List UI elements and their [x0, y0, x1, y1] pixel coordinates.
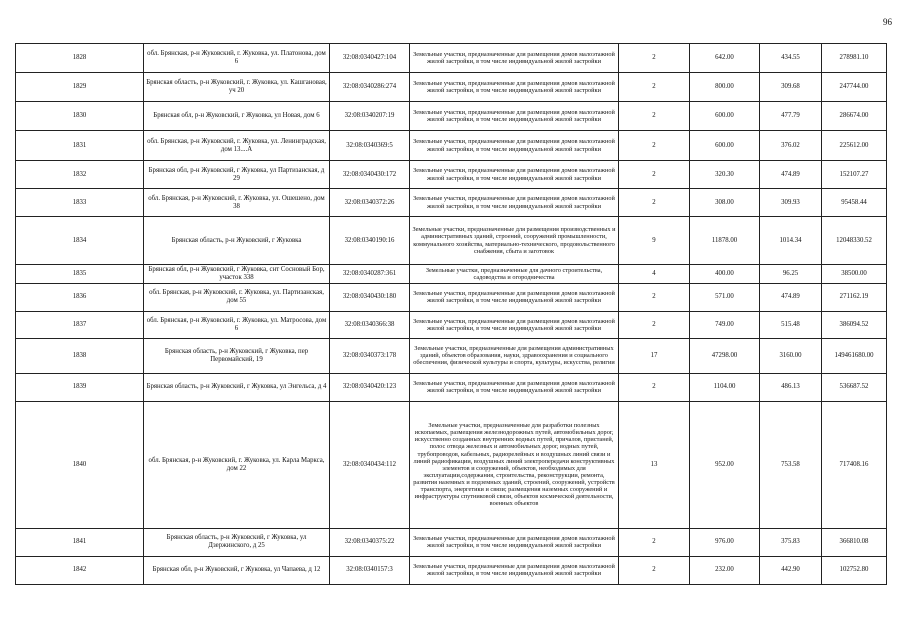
group-code-cell: 4: [619, 265, 690, 284]
land-use-cell: Земельные участки, предназначенные для размещения домов малоэтажной жилой застройки, в том числе индивидуальной жилой застройки: [410, 131, 619, 161]
address-cell: Брянская обл, р-н Жуковский, г Жуковка, ул Партизанская, д 29: [144, 161, 330, 189]
land-use-cell: Земельные участки, предназначенные для размещения производственных и административных зданий, строений, сооружений промышленности, коммунального хозяйства, материально-технического, продовольственного снабжения, сбыта и заготовок: [410, 217, 619, 265]
land-use-cell: Земельные участки, предназначенные для размещения домов малоэтажной жилой застройки, в том числе индивидуальной жилой застройки: [410, 311, 619, 338]
cadastral-value-cell: 149461680.00: [822, 338, 887, 373]
table-row: [16, 102, 887, 131]
group-code-cell: 2: [619, 189, 690, 217]
cadastral-value-cell: 536687.52: [822, 373, 887, 401]
specific-value-cell: 442.90: [760, 556, 822, 584]
cadastral-number-cell: 32:08:0340427:104: [330, 44, 410, 73]
specific-value-cell: 3160.00: [760, 338, 822, 373]
area-cell: 642.00: [690, 44, 760, 73]
specific-value-cell: 515.48: [760, 311, 822, 338]
row-number-cell: 1838: [16, 338, 144, 373]
cadastral-register-table: [15, 43, 887, 585]
cadastral-number-cell: 32:08:0340430:172: [330, 161, 410, 189]
table-row: [16, 265, 887, 284]
group-code-cell: 2: [619, 131, 690, 161]
row-number-cell: 1830: [16, 102, 144, 131]
row-number-cell: 1834: [16, 217, 144, 265]
cadastral-value-cell: 278981.10: [822, 44, 887, 73]
specific-value-cell: 309.68: [760, 73, 822, 102]
cadastral-value-cell: 286674.00: [822, 102, 887, 131]
cadastral-number-cell: 32:08:0340207:19: [330, 102, 410, 131]
row-number-cell: 1839: [16, 373, 144, 401]
land-use-cell: Земельные участки, предназначенные для размещения домов малоэтажной жилой застройки, в том числе индивидуальной жилой застройки: [410, 102, 619, 131]
cadastral-number-cell: 32:08:0340369:5: [330, 131, 410, 161]
address-cell: Брянская обл, р-н Жуковский, г Жуковка, ул Новая, дом 6: [144, 102, 330, 131]
area-cell: 976.00: [690, 528, 760, 556]
cadastral-number-cell: 32:08:0340375:22: [330, 528, 410, 556]
group-code-cell: 2: [619, 311, 690, 338]
specific-value-cell: 375.83: [760, 528, 822, 556]
cadastral-value-cell: 225612.00: [822, 131, 887, 161]
row-number-cell: 1835: [16, 265, 144, 284]
address-cell: Брянская область, р-н Жуковский, г Жуковка: [144, 217, 330, 265]
land-use-cell: Земельные участки, предназначенные для размещения домов малоэтажной жилой застройки, в том числе индивидуальной жилой застройки: [410, 189, 619, 217]
address-cell: обл. Брянская, р-н Жуковский, г. Жуковка, ул. Ошешено, дом 38: [144, 189, 330, 217]
table-row: [16, 189, 887, 217]
group-code-cell: 2: [619, 161, 690, 189]
table-row: [16, 311, 887, 338]
group-code-cell: 9: [619, 217, 690, 265]
table-row: [16, 283, 887, 311]
table-row: [16, 73, 887, 102]
area-cell: 571.00: [690, 283, 760, 311]
group-code-cell: 2: [619, 283, 690, 311]
specific-value-cell: 434.55: [760, 44, 822, 73]
table-row: [16, 161, 887, 189]
row-number-cell: 1829: [16, 73, 144, 102]
group-code-cell: 2: [619, 556, 690, 584]
specific-value-cell: 753.58: [760, 401, 822, 528]
table-body: [16, 44, 887, 585]
area-cell: 749.00: [690, 311, 760, 338]
area-cell: 600.00: [690, 131, 760, 161]
group-code-cell: 17: [619, 338, 690, 373]
group-code-cell: 2: [619, 102, 690, 131]
cadastral-number-cell: 32:08:0340190:16: [330, 217, 410, 265]
area-cell: 952.00: [690, 401, 760, 528]
address-cell: Брянская обл, р-н Жуковский, г Жуковка, снт Сосновый Бор, участок 338: [144, 265, 330, 284]
row-number-cell: 1832: [16, 161, 144, 189]
table-row: [16, 528, 887, 556]
row-number-cell: 1833: [16, 189, 144, 217]
cadastral-number-cell: 32:08:0340420:123: [330, 373, 410, 401]
area-cell: 11878.00: [690, 217, 760, 265]
cadastral-number-cell: 32:08:0340366:38: [330, 311, 410, 338]
row-number-cell: 1831: [16, 131, 144, 161]
table-row: [16, 401, 887, 528]
cadastral-value-cell: 95458.44: [822, 189, 887, 217]
cadastral-value-cell: 386094.52: [822, 311, 887, 338]
cadastral-value-cell: 38500.00: [822, 265, 887, 284]
cadastral-number-cell: 32:08:0340286:274: [330, 73, 410, 102]
address-cell: Брянская область, р-н Жуковский, г Жуковка, ул Дзержинского, д 25: [144, 528, 330, 556]
cadastral-value-cell: 102752.80: [822, 556, 887, 584]
row-number-cell: 1836: [16, 283, 144, 311]
address-cell: обл. Брянская, р-н Жуковский, г. Жуковка, ул. Матросова, дом 6: [144, 311, 330, 338]
land-use-cell: Земельные участки, предназначенные для разработки полезных ископаемых, размещения железнодорожных путей, автомобильных дорог, искусственно созданных внутренних водных путей, причалов, пристаней, полос отвода железных и автомобильных дорог, водных путей, трубопроводов, кабельных, радиорелейных и воздушных линий связи и линий радиофикации, воздушных линий электропередачи конструктивных элементов и сооружений, объектов, необходимых для эксплуатации,содержания, строительства, реконструкции, ремонта, развития наземных и подземных зданий, строений, сооружений, устройств транспорта, энергетики и связи; размещения наземных сооружений и инфраструктуры спутниковой связи, объектов космической деятельности, военных объектов: [410, 401, 619, 528]
cadastral-value-cell: 271162.19: [822, 283, 887, 311]
land-use-cell: Земельные участки, предназначенные для размещения домов малоэтажной жилой застройки, в том числе индивидуальной жилой застройки: [410, 373, 619, 401]
row-number-cell: 1837: [16, 311, 144, 338]
cadastral-value-cell: 152107.27: [822, 161, 887, 189]
table-row: [16, 217, 887, 265]
land-use-cell: Земельные участки, предназначенные для размещения домов малоэтажной жилой застройки, в том числе индивидуальной жилой застройки: [410, 528, 619, 556]
cadastral-number-cell: 32:08:0340372:26: [330, 189, 410, 217]
address-cell: обл. Брянская, р-н Жуковский, г. Жуковка, ул. Партизанская, дом 55: [144, 283, 330, 311]
row-number-cell: 1842: [16, 556, 144, 584]
land-use-cell: Земельные участки, предназначенные для размещения домов малоэтажной жилой застройки, в том числе индивидуальной жилой застройки: [410, 161, 619, 189]
specific-value-cell: 309.93: [760, 189, 822, 217]
area-cell: 1104.00: [690, 373, 760, 401]
table-row: [16, 373, 887, 401]
cadastral-number-cell: 32:08:0340434:112: [330, 401, 410, 528]
row-number-cell: 1840: [16, 401, 144, 528]
specific-value-cell: 474.89: [760, 283, 822, 311]
area-cell: 308.00: [690, 189, 760, 217]
address-cell: Брянская обл, р-н Жуковский, г Жуковка, ул Чапаева, д 12: [144, 556, 330, 584]
cadastral-value-cell: 717408.16: [822, 401, 887, 528]
specific-value-cell: 486.13: [760, 373, 822, 401]
cadastral-value-cell: 366810.08: [822, 528, 887, 556]
land-use-cell: Земельные участки, предназначенные для размещения домов малоэтажной жилой застройки, в том числе индивидуальной жилой застройки: [410, 44, 619, 73]
land-use-cell: Земельные участки, предназначенные для дачного строительства, садоводства и огородничества: [410, 265, 619, 284]
area-cell: 400.00: [690, 265, 760, 284]
land-use-cell: Земельные участки, предназначенные для размещения домов малоэтажной жилой застройки, в том числе индивидуальной жилой застройки: [410, 283, 619, 311]
specific-value-cell: 474.89: [760, 161, 822, 189]
address-cell: Брянская область, р-н Жуковский, г Жуковка, ул Энгельса, д 4: [144, 373, 330, 401]
group-code-cell: 13: [619, 401, 690, 528]
table-row: [16, 44, 887, 73]
cadastral-number-cell: 32:08:0340157:3: [330, 556, 410, 584]
row-number-cell: 1828: [16, 44, 144, 73]
cadastral-value-cell: 12048330.52: [822, 217, 887, 265]
cadastral-number-cell: 32:08:0340373:178: [330, 338, 410, 373]
area-cell: 800.00: [690, 73, 760, 102]
land-use-cell: Земельные участки, предназначенные для размещения домов малоэтажной жилой застройки, в том числе индивидуальной жилой застройки: [410, 73, 619, 102]
area-cell: 600.00: [690, 102, 760, 131]
table-row: [16, 556, 887, 584]
cadastral-number-cell: 32:08:0340430:180: [330, 283, 410, 311]
specific-value-cell: 1014.34: [760, 217, 822, 265]
group-code-cell: 2: [619, 373, 690, 401]
group-code-cell: 2: [619, 528, 690, 556]
cadastral-value-cell: 247744.00: [822, 73, 887, 102]
area-cell: 47298.00: [690, 338, 760, 373]
table-row: [16, 131, 887, 161]
page-number: 96: [883, 17, 892, 27]
row-number-cell: 1841: [16, 528, 144, 556]
specific-value-cell: 477.79: [760, 102, 822, 131]
specific-value-cell: 376.02: [760, 131, 822, 161]
specific-value-cell: 96.25: [760, 265, 822, 284]
cadastral-number-cell: 32:08:0340287:361: [330, 265, 410, 284]
group-code-cell: 2: [619, 73, 690, 102]
group-code-cell: 2: [619, 44, 690, 73]
address-cell: Брянская область, р-н Жуковский, г Жуковка, пер Первомайский, 19: [144, 338, 330, 373]
land-use-cell: Земельные участки, предназначенные для размещения домов малоэтажной жилой застройки, в том числе индивидуальной жилой застройки: [410, 556, 619, 584]
table-row: [16, 338, 887, 373]
area-cell: 320.30: [690, 161, 760, 189]
address-cell: обл. Брянская, р-н Жуковский, г. Жуковка, ул. Карла Маркса, дом 22: [144, 401, 330, 528]
area-cell: 232.00: [690, 556, 760, 584]
land-use-cell: Земельные участки, предназначенные для размещения административных зданий, объектов образования, науки, здравоохранения и социального обеспечения, физической культуры и спорта, культуры, искусства, религии: [410, 338, 619, 373]
address-cell: обл. Брянская, р-н Жуковский, г. Жуковка, ул. Платонова, дом 6: [144, 44, 330, 73]
address-cell: Брянская область, р-н Жуковский, г. Жуковка, ул. Кашгановая, уч 20: [144, 73, 330, 102]
address-cell: обл. Брянская, р-н Жуковский, г. Жуковка, ул. Ленинградская, дом 13....А: [144, 131, 330, 161]
